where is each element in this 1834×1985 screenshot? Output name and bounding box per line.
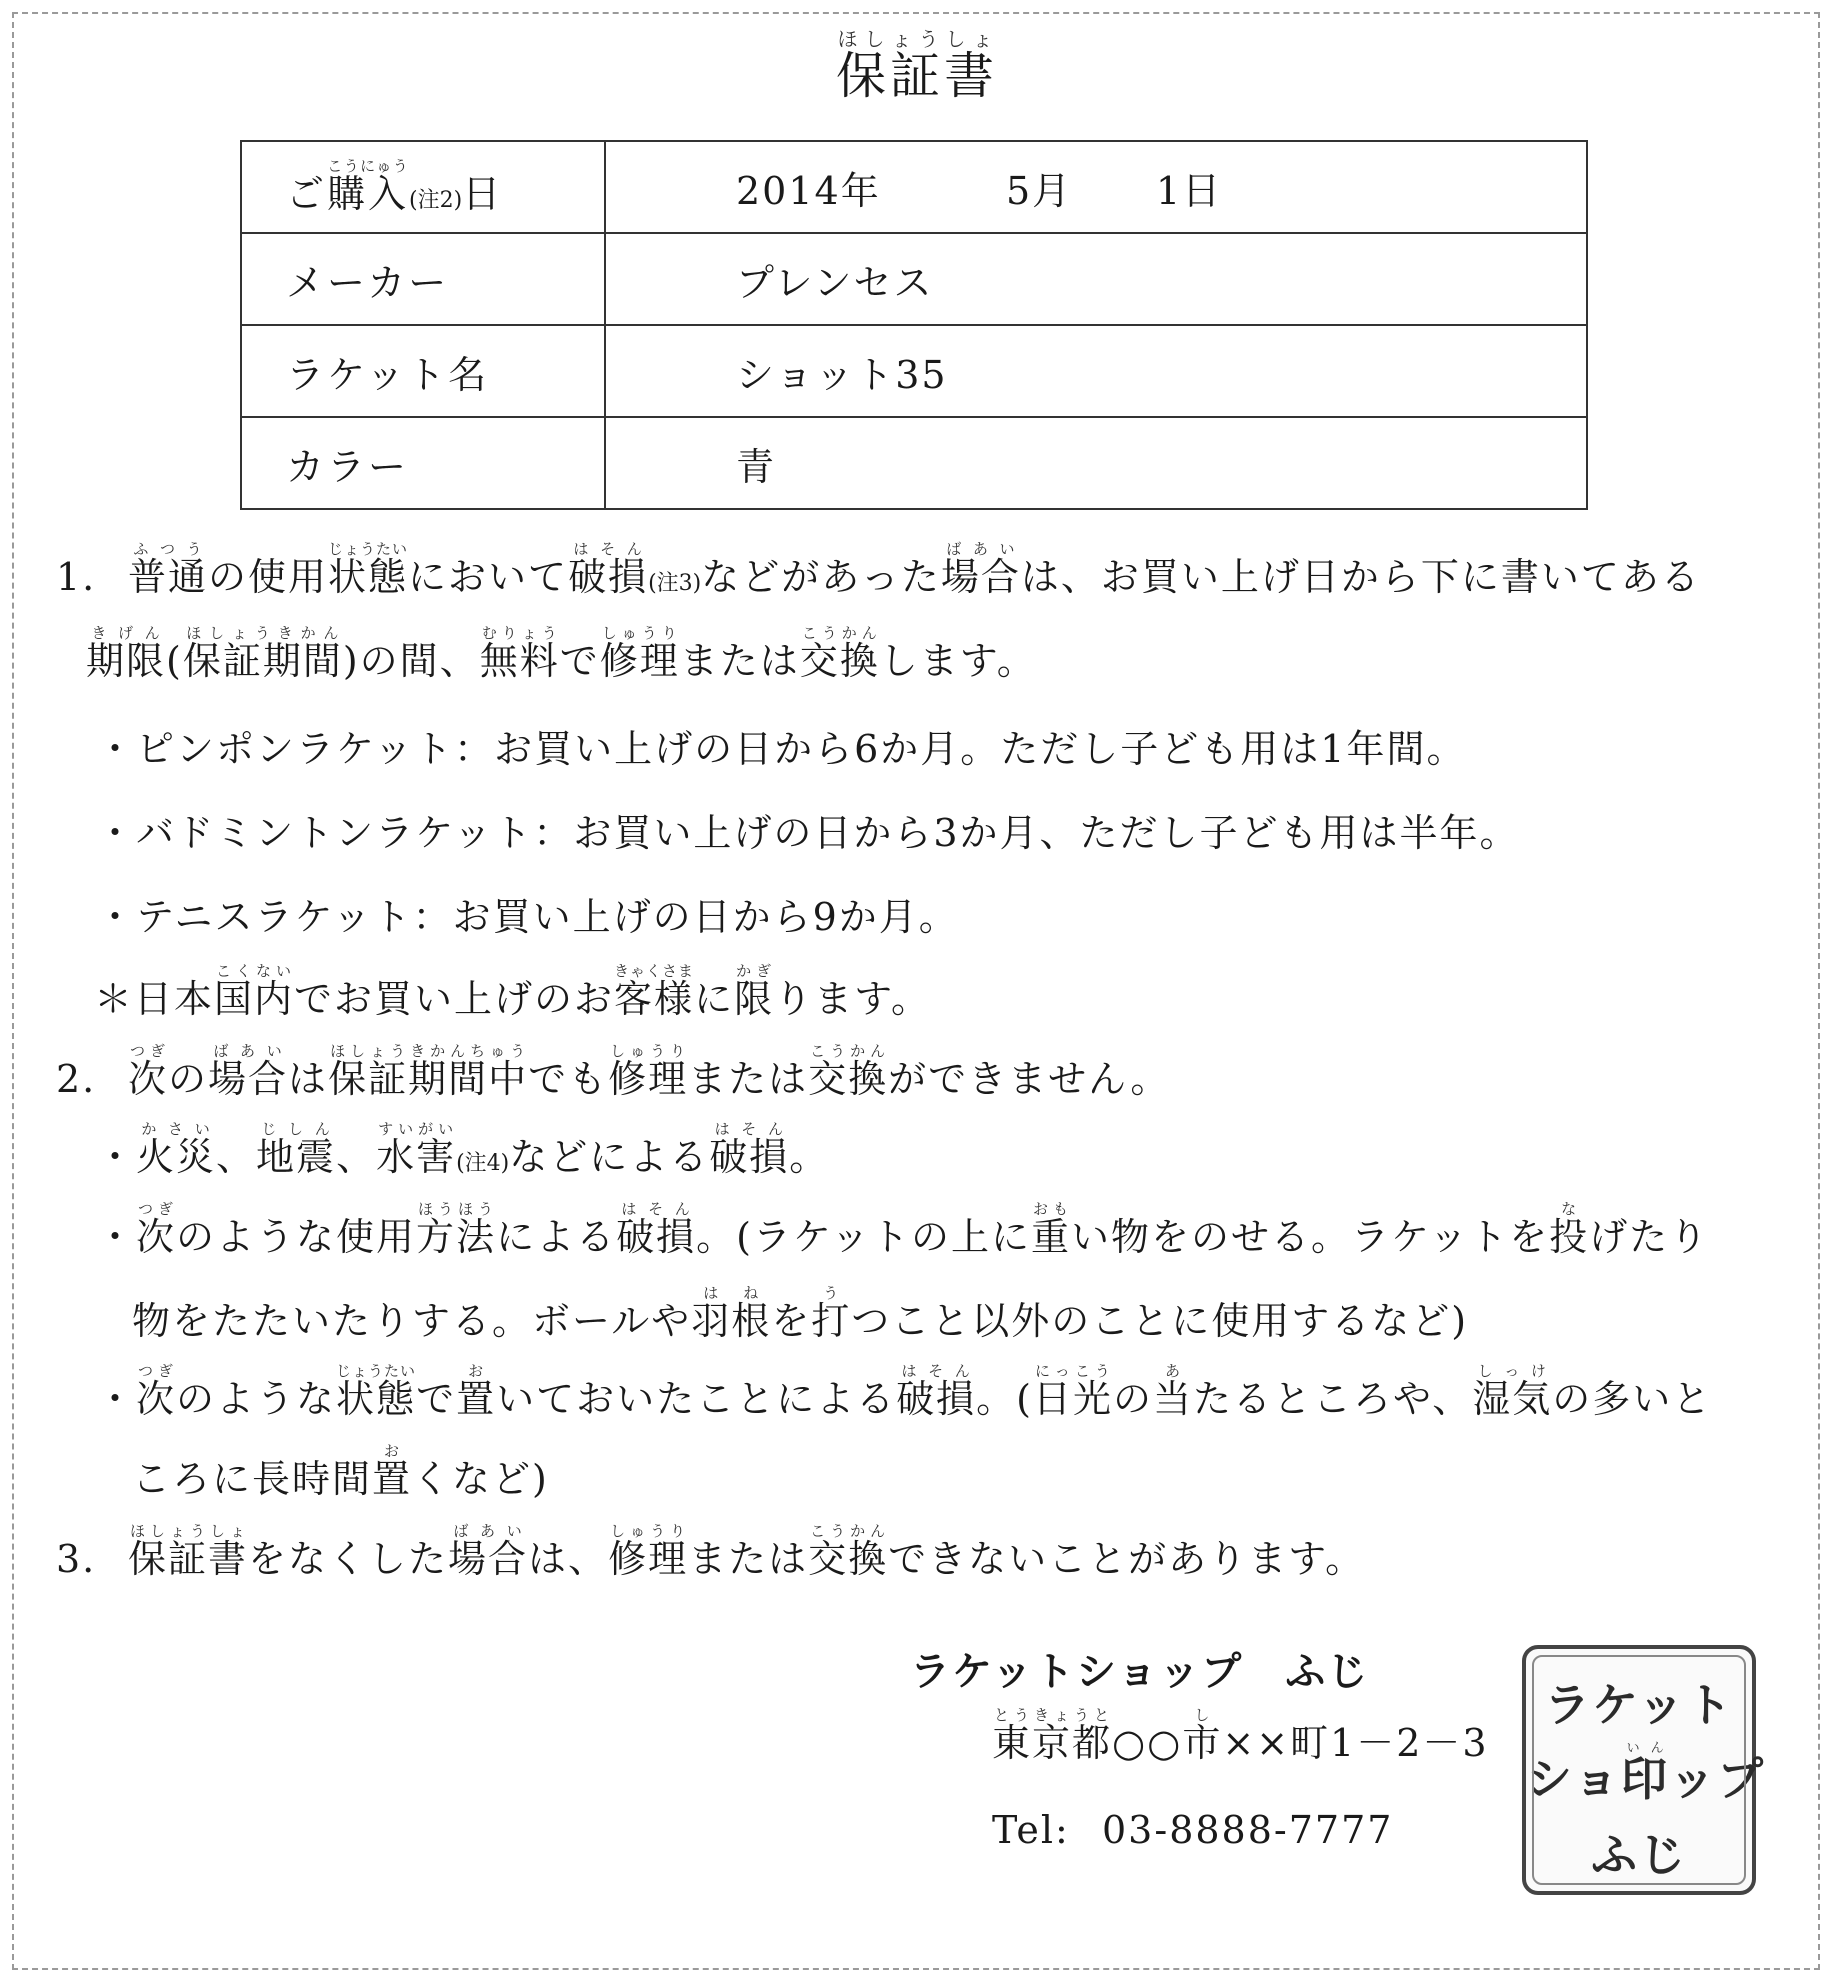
color-label: カラー — [241, 417, 605, 509]
purchase-date-value: 2014年 5月 1日 — [605, 141, 1587, 233]
stamp-line-1: ラケット — [1544, 1678, 1734, 1732]
clause-2-bullet-misuse: ・次つぎのような使用方法ほうほうによる破損はそん。(ラケットの上に重おもい物をのせる。ラケットを投なげたり — [96, 1200, 1710, 1259]
table-row-racket-name — [241, 325, 1587, 417]
stamp-line-3: ふじ — [1591, 1828, 1687, 1882]
clause-2-bullet-storage-cont: ころに長時間置おくなど) — [132, 1442, 549, 1501]
clause-3-line-1: 3. 保証書ほしょうしょをなくした場合ばあいは、修理しゅうりまたは交換こうかんできないことがあります。 — [56, 1522, 1366, 1581]
shop-phone: Tel: 03-8888-7777 — [992, 1808, 1394, 1852]
purchase-date-label: ご購入こうにゅう(注2)日 — [241, 141, 605, 233]
racket-name-label: ラケット名 — [241, 325, 605, 417]
clause-1-line-2: 期限きげん(保証期間ほしょうきかん)の間、無料むりょうで修理しゅうりまたは交換こうかんします。 — [86, 624, 1037, 683]
clause-1-bullet-pingpong: ・ピンポンラケット：お買い上げの日から6か月。ただし子ども用は1年間。 — [96, 727, 1467, 771]
clause-2-line-1: 2. 次つぎの場合ばあいは保証期間中ほしょうきかんちゅうでも修理しゅうりまたは交換こうかんができません。 — [56, 1042, 1171, 1101]
table-row-maker — [241, 233, 1587, 325]
stamp-line-2: ショ印いんップ — [1526, 1741, 1766, 1806]
color-value: 青 — [605, 417, 1587, 509]
page-title: 保証書ほしょうしょ — [836, 27, 998, 105]
maker-label: メーカー — [241, 233, 605, 325]
clause-1-note: ＊日本国内こくないでお買い上げのお客様きゃくさまに限かぎります。 — [94, 962, 932, 1021]
clause-1-line-1: 1. 普通ふつうの使用状態じょうたいにおいて破損はそん(注3)などがあった場合ばあいは、お買い上げ日から下に書いてある — [56, 540, 1701, 599]
clause-1-bullet-tennis: ・テニスラケット：お買い上げの日から9か月。 — [96, 895, 959, 939]
maker-value: プレンセス — [605, 233, 1587, 325]
shop-stamp — [1522, 1645, 1766, 1895]
shop-name: ラケットショップ ふじ — [910, 1649, 1370, 1695]
shop-address: 東京都とうきょうと○○市し××町1－2－3 — [992, 1706, 1489, 1765]
clause-1-bullet-badminton: ・バドミントンラケット：お買い上げの日から3か月、ただし子ども用は半年。 — [96, 811, 1520, 855]
clause-2-bullet-disaster: ・火災かさい、地震じしん、水害すいがい(注4)などによる破損はそん。 — [96, 1120, 830, 1179]
table-row-color — [241, 417, 1587, 509]
warranty-info-table — [240, 140, 1588, 510]
clause-2-bullet-misuse-cont: 物をたたいたりする。ボールや羽根はねを打うつこと以外のことに使用するなど) — [132, 1284, 1469, 1343]
table-row-purchase-date — [241, 141, 1587, 233]
clause-2-bullet-storage: ・次つぎのような状態じょうたいで置おいておいたことによる破損はそん。(日光にっこうの当あたるところや、湿気しっけの多いと — [96, 1362, 1713, 1421]
racket-name-value: ショット35 — [605, 325, 1587, 417]
